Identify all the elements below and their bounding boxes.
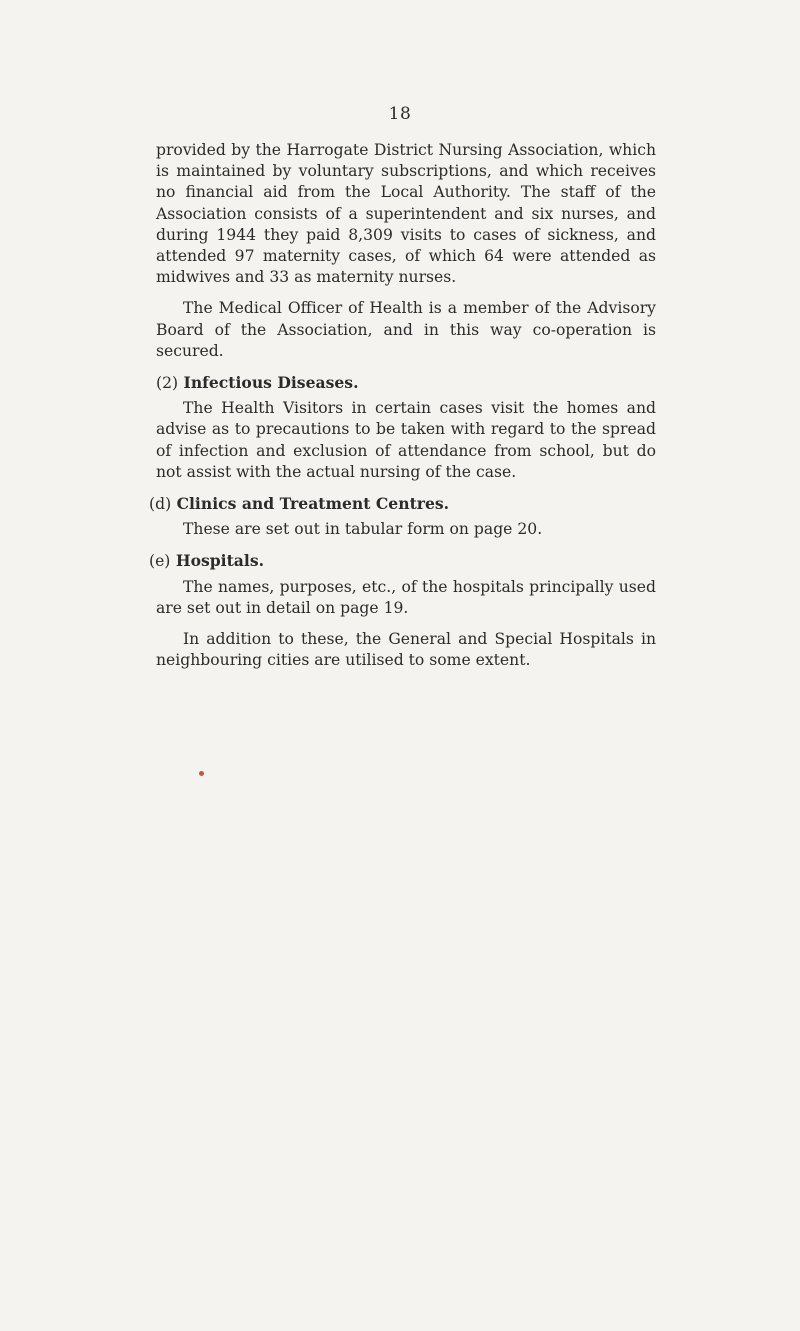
paragraph-clinics: These are set out in tabular form on page 20.	[183, 520, 543, 539]
paragraph-nursing-association: provided by the Harrogate District Nursing Association, which is maintained by voluntary subscriptions, and which receives no financial aid from the Local Authority. The staff of the Association consists of a superintendent and six nurses, and during 1944 they paid 8,309 visits to cases of sickness, and attended 97 maternity cases, of which 64 were attended as midwives and 33 as maternity nurses.	[156, 141, 656, 287]
document-body	[149, 140, 656, 681]
heading-hospitals	[149, 550, 656, 572]
paragraph-neighbouring-hospitals: In addition to these, the General and Special Hospitals in neighbouring cities are utilised to some extent.	[156, 630, 656, 670]
section-number: (d)	[149, 495, 172, 514]
section-title: Hospitals.	[175, 551, 265, 571]
section-title: Clinics and Treatment Centres.	[176, 494, 450, 514]
paragraph-infectious-diseases: The Health Visitors in certain cases visit the homes and advise as to precautions to be taken with regard to the spread of infection and exclusion of attendance from school, but do not assist with the actual nursing of the case.	[156, 399, 656, 481]
section-number: (2)	[156, 374, 179, 393]
page-number: 18	[388, 104, 412, 124]
paragraph-hospitals: The names, purposes, etc., of the hospitals principally used are set out in detail on page 19.	[156, 577, 656, 617]
section-number: (e)	[149, 552, 171, 571]
heading-clinics	[149, 493, 656, 515]
paragraph-medical-officer: The Medical Officer of Health is a member of the Advisory Board of the Association, and in this way co-operation is secured.	[156, 299, 656, 360]
heading-infectious-diseases	[156, 372, 656, 394]
section-title: Infectious Diseases.	[183, 373, 359, 393]
ink-mark	[199, 771, 204, 776]
